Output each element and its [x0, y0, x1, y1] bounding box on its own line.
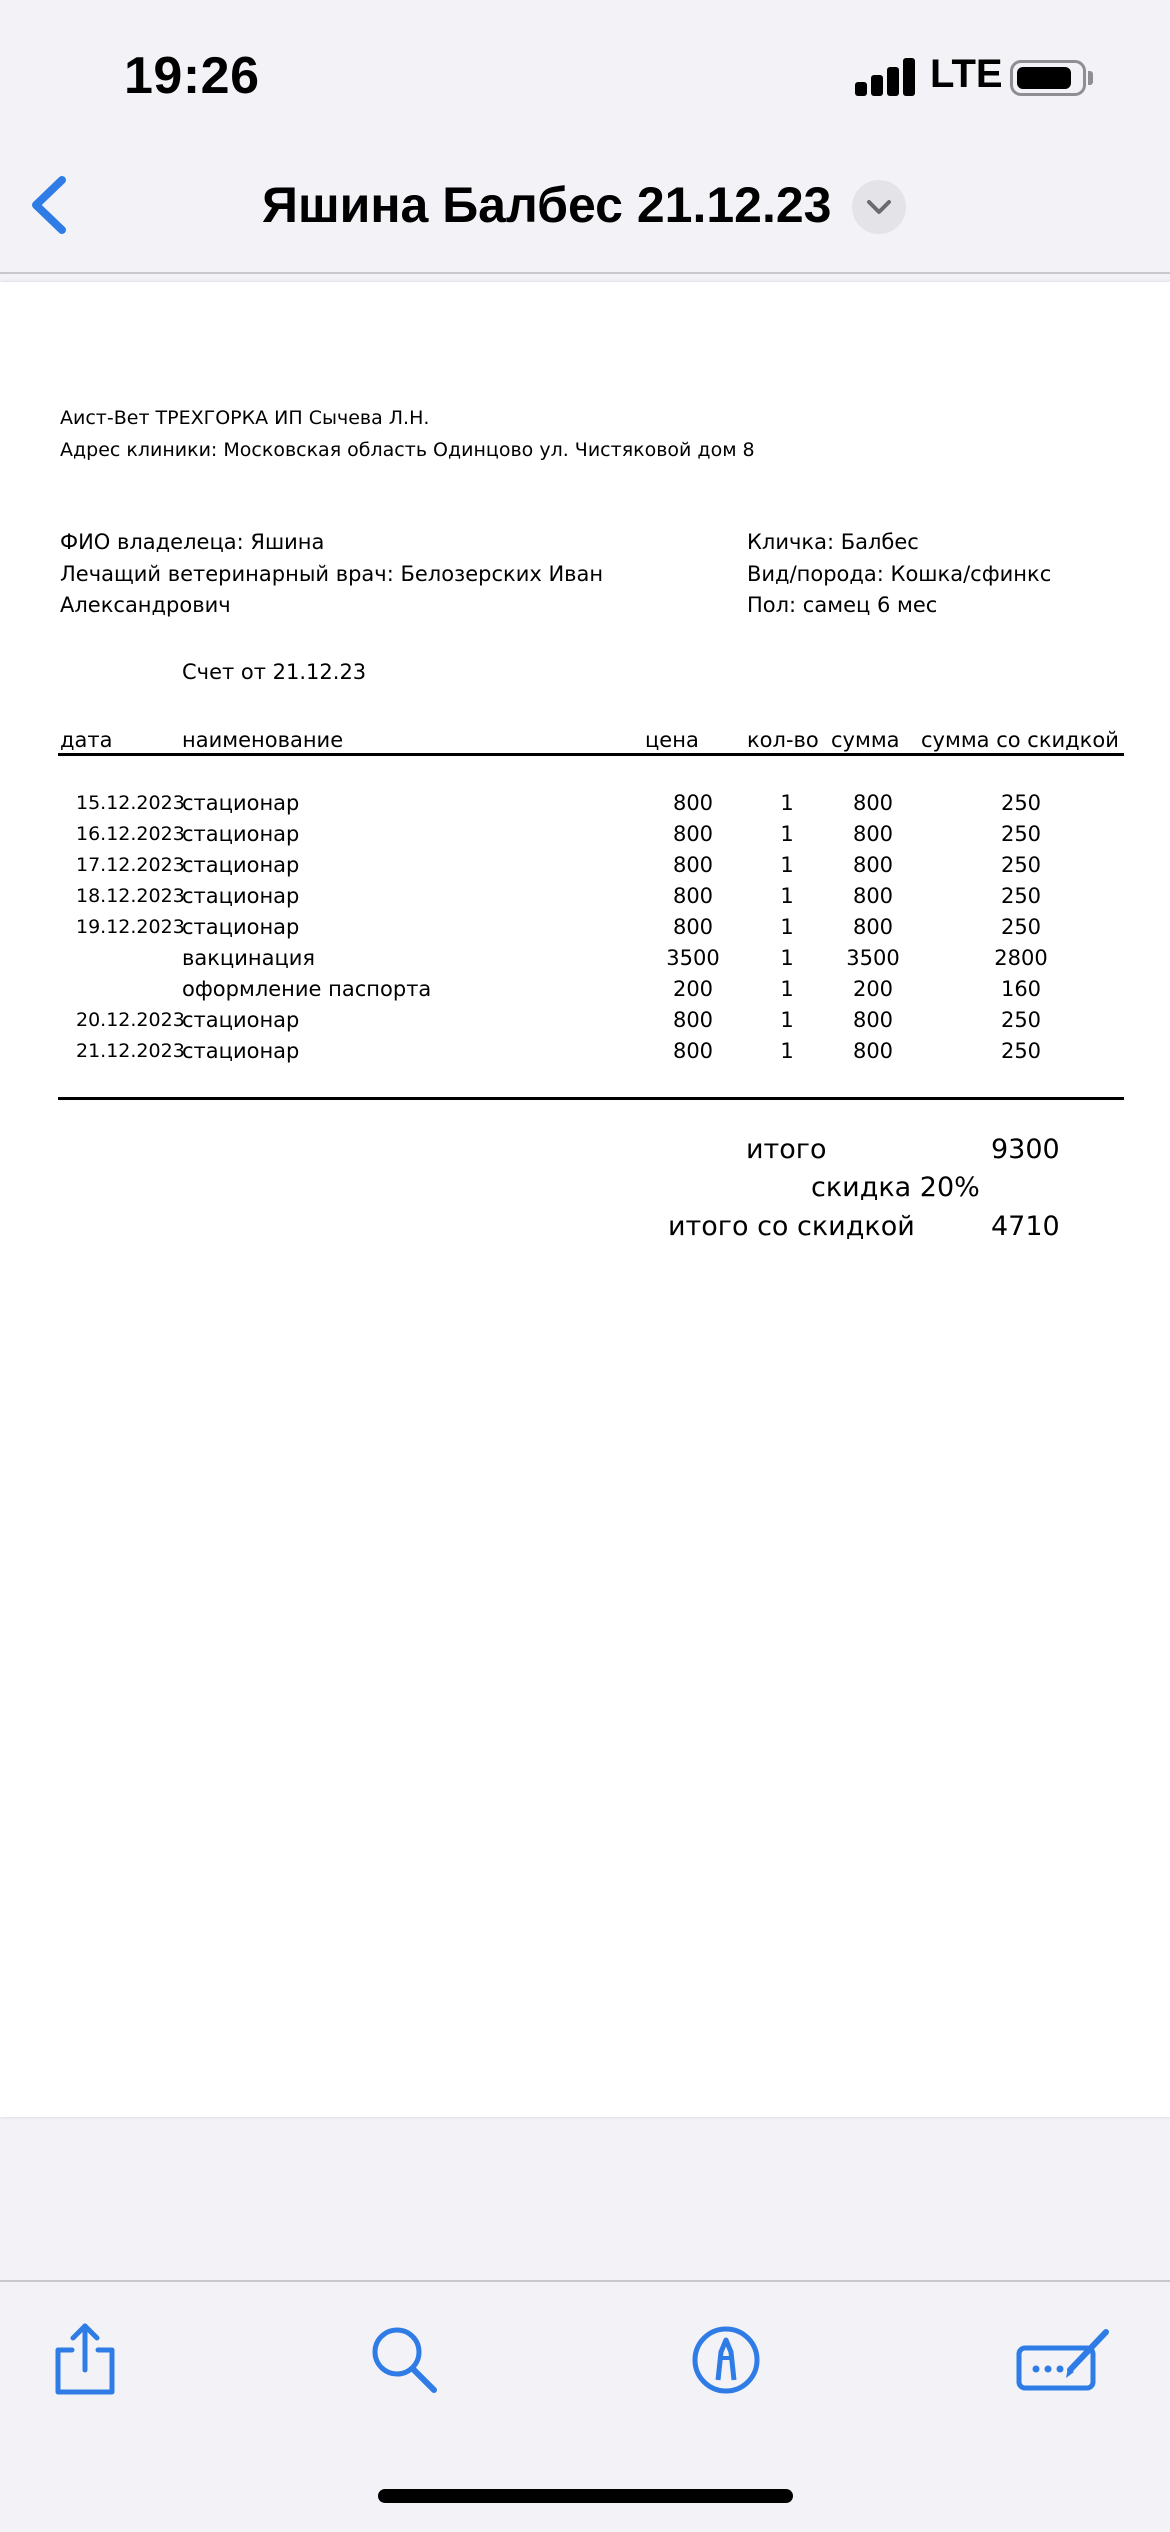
- row-sum: 800: [852, 853, 894, 877]
- col-name: наименование: [182, 728, 344, 752]
- row-date: 20.12.2023: [76, 1009, 185, 1031]
- row-qty: 1: [780, 822, 794, 846]
- row-name: стационар: [182, 884, 300, 908]
- row-date: 15.12.2023: [76, 792, 185, 814]
- fill-sign-button[interactable]: [1014, 2318, 1114, 2398]
- back-button[interactable]: [22, 170, 92, 240]
- row-sum: 800: [852, 791, 894, 815]
- col-qty: кол-во: [747, 728, 819, 752]
- total-discounted-value: 4710: [991, 1211, 1060, 1242]
- row-qty: 1: [780, 884, 794, 908]
- fill-sign-icon: [1014, 2318, 1114, 2398]
- row-sum: 200: [852, 977, 894, 1001]
- row-discounted: 250: [1000, 822, 1042, 846]
- row-price: 800: [672, 853, 714, 877]
- signal-strength-icon: [855, 58, 917, 96]
- row-qty: 1: [780, 915, 794, 939]
- row-discounted: 2800: [994, 946, 1048, 970]
- title-menu-button[interactable]: [852, 180, 906, 234]
- row-date: 17.12.2023: [76, 854, 185, 876]
- row-discounted: 250: [1000, 1008, 1042, 1032]
- total-discounted-label: итого со скидкой: [668, 1211, 915, 1242]
- row-discounted: 250: [1000, 1039, 1042, 1063]
- nav-separator: [0, 272, 1170, 274]
- row-discounted: 250: [1000, 853, 1042, 877]
- owner-name: ФИО владелеца: Яшина: [60, 530, 325, 554]
- table-footer-rule: [58, 1097, 1124, 1100]
- row-name: стационар: [182, 1008, 300, 1032]
- row-qty: 1: [780, 977, 794, 1001]
- row-date: 19.12.2023: [76, 916, 185, 938]
- total-label: итого: [746, 1134, 827, 1165]
- clinic-name: Аист-Вет ТРЕХГОРКА ИП Сычева Л.Н.: [60, 407, 430, 429]
- discount-label: скидка 20%: [811, 1172, 980, 1203]
- row-qty: 1: [780, 791, 794, 815]
- row-name: стационар: [182, 853, 300, 877]
- col-discounted: сумма со скидкой: [921, 728, 1119, 752]
- row-name: стационар: [182, 915, 300, 939]
- battery-tip: [1088, 71, 1093, 85]
- row-name: оформление паспорта: [182, 977, 432, 1001]
- col-sum: сумма: [831, 728, 900, 752]
- col-date: дата: [60, 728, 113, 752]
- row-name: стационар: [182, 791, 300, 815]
- row-date: 18.12.2023: [76, 885, 185, 907]
- row-price: 800: [672, 1039, 714, 1063]
- row-price: 800: [672, 884, 714, 908]
- row-date: 16.12.2023: [76, 823, 185, 845]
- total-value: 9300: [991, 1134, 1060, 1165]
- vet-name-line2: Александрович: [60, 593, 231, 617]
- row-discounted: 250: [1000, 791, 1042, 815]
- share-button[interactable]: [44, 2318, 124, 2398]
- row-qty: 1: [780, 1039, 794, 1063]
- row-name: стационар: [182, 822, 300, 846]
- invoice-title: Счет от 21.12.23: [182, 660, 367, 684]
- row-price: 800: [672, 791, 714, 815]
- row-sum: 800: [852, 884, 894, 908]
- row-sum: 3500: [846, 946, 900, 970]
- col-price: цена: [645, 728, 699, 752]
- row-price: 800: [672, 915, 714, 939]
- row-discounted: 250: [1000, 884, 1042, 908]
- row-price: 200: [672, 977, 714, 1001]
- row-discounted: 160: [1000, 977, 1042, 1001]
- row-sum: 800: [852, 1008, 894, 1032]
- document-title[interactable]: Яшина Балбес 21.12.23: [262, 177, 832, 233]
- chevron-down-icon: [865, 197, 893, 217]
- row-qty: 1: [780, 1008, 794, 1032]
- home-indicator: [378, 2489, 793, 2503]
- search-icon: [364, 2318, 444, 2398]
- table-header-rule: [58, 753, 1124, 756]
- clinic-address: Адрес клиники: Московская область Одинцово ул. Чистяковой дом 8: [60, 439, 755, 461]
- row-date: 21.12.2023: [76, 1040, 185, 1062]
- markup-button[interactable]: [686, 2318, 766, 2398]
- row-qty: 1: [780, 853, 794, 877]
- row-name: стационар: [182, 1039, 300, 1063]
- row-price: 800: [672, 822, 714, 846]
- share-icon: [44, 2318, 124, 2398]
- row-qty: 1: [780, 946, 794, 970]
- network-type: LTE: [930, 52, 1003, 96]
- chevron-left-icon: [22, 170, 92, 240]
- search-button[interactable]: [364, 2318, 444, 2398]
- row-name: вакцинация: [182, 946, 316, 970]
- toolbar-separator: [0, 2280, 1170, 2282]
- row-discounted: 250: [1000, 915, 1042, 939]
- row-price: 800: [672, 1008, 714, 1032]
- markup-icon: [686, 2318, 766, 2398]
- pet-breed: Вид/порода: Кошка/сфинкс: [747, 562, 1052, 586]
- document-page: [0, 282, 1170, 2117]
- row-sum: 800: [852, 822, 894, 846]
- battery-icon: [1010, 60, 1086, 96]
- row-sum: 800: [852, 1039, 894, 1063]
- row-price: 3500: [666, 946, 720, 970]
- pet-name: Кличка: Балбес: [747, 530, 919, 554]
- pet-sex: Пол: самец 6 мес: [747, 593, 938, 617]
- status-time: 19:26: [124, 47, 260, 105]
- row-sum: 800: [852, 915, 894, 939]
- vet-name-line1: Лечащий ветеринарный врач: Белозерских Иван: [60, 562, 604, 586]
